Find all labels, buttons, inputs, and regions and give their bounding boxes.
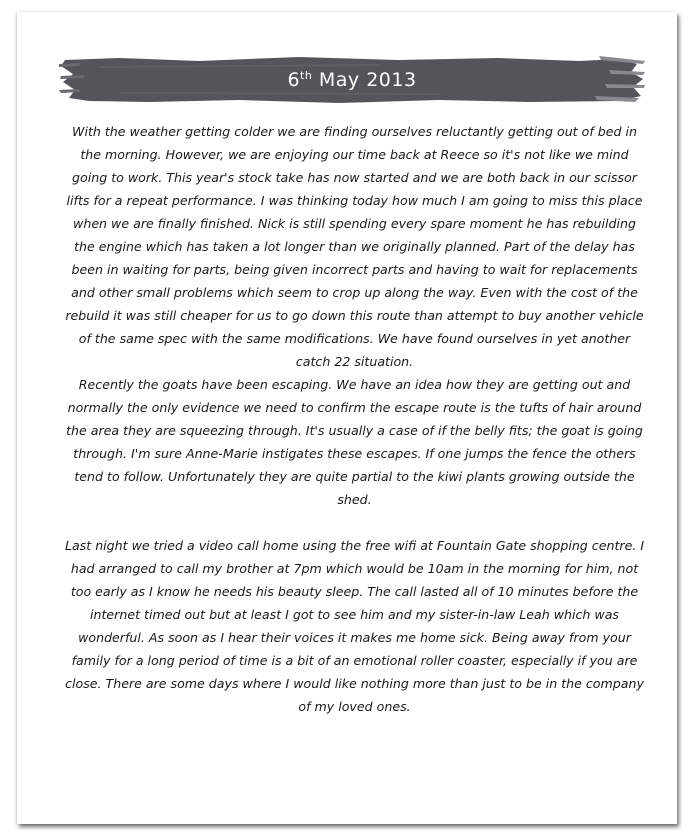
paragraph-goats: Recently the goats have been escaping. We have an idea how they are getting out and normally the only evidence we need to confirm the escape route is the tufts of hair around the area they are squeezing through. It's usually a case of if the belly fits; the goat is going through. I'm sure Anne-Marie instigates these escapes. If one jumps the fence the others tend to follow. Unfortunately they are quite partial to the kiwi plants growing outside the shed. (66, 377, 643, 507)
paragraph-stocktake: With the weather getting colder we are finding ourselves reluctantly getting out of bed in the morning. However, we are enjoying our time back at Reece so it's not like we mind going to work. This year's stock take has now started and we are both back in our scissor lifts for a repeat performance. I was thinking today how much I am going to miss this place when we are finally finished. Nick is still spending every spare moment he has rebuilding the engine which has taken a lot longer than we originally planned. Part of the delay has been in waiting for parts, being given incorrect parts and having to wait for replacements and other small problems which seem to crop up along the way. Even with the cost of the rebuild it was still cheaper for us to go down this route than attempt to buy another vehicle of the same spec with the same modifications. We have found ourselves in yet another catch 22 situation. (65, 124, 644, 369)
date-banner (59, 52, 645, 108)
date-suffix: th (300, 69, 313, 82)
date-month-year: May 2013 (312, 69, 417, 91)
entry-body (62, 120, 647, 718)
journal-page (17, 12, 677, 824)
paragraph-spacer (62, 511, 647, 534)
paragraph-video-call: Last night we tried a video call home using the free wifi at Fountain Gate shopping centre. I had arranged to call my brother at 7pm which would be 10am in the morning for him, not too early as I know he needs his beauty sleep. The call lasted all of 10 minutes before the internet timed out but at least I got to see him and my sister-in-law Leah which was wonderful. As soon as I hear their voices it makes me home sick. Being away from your family for a long period of time is a bit of an emotional roller coaster, especially if you are close. There are some days where I would like nothing more than just to be in the company of my loved ones. (64, 538, 645, 714)
entry-date-title (59, 52, 645, 108)
date-day: 6 (287, 69, 301, 91)
